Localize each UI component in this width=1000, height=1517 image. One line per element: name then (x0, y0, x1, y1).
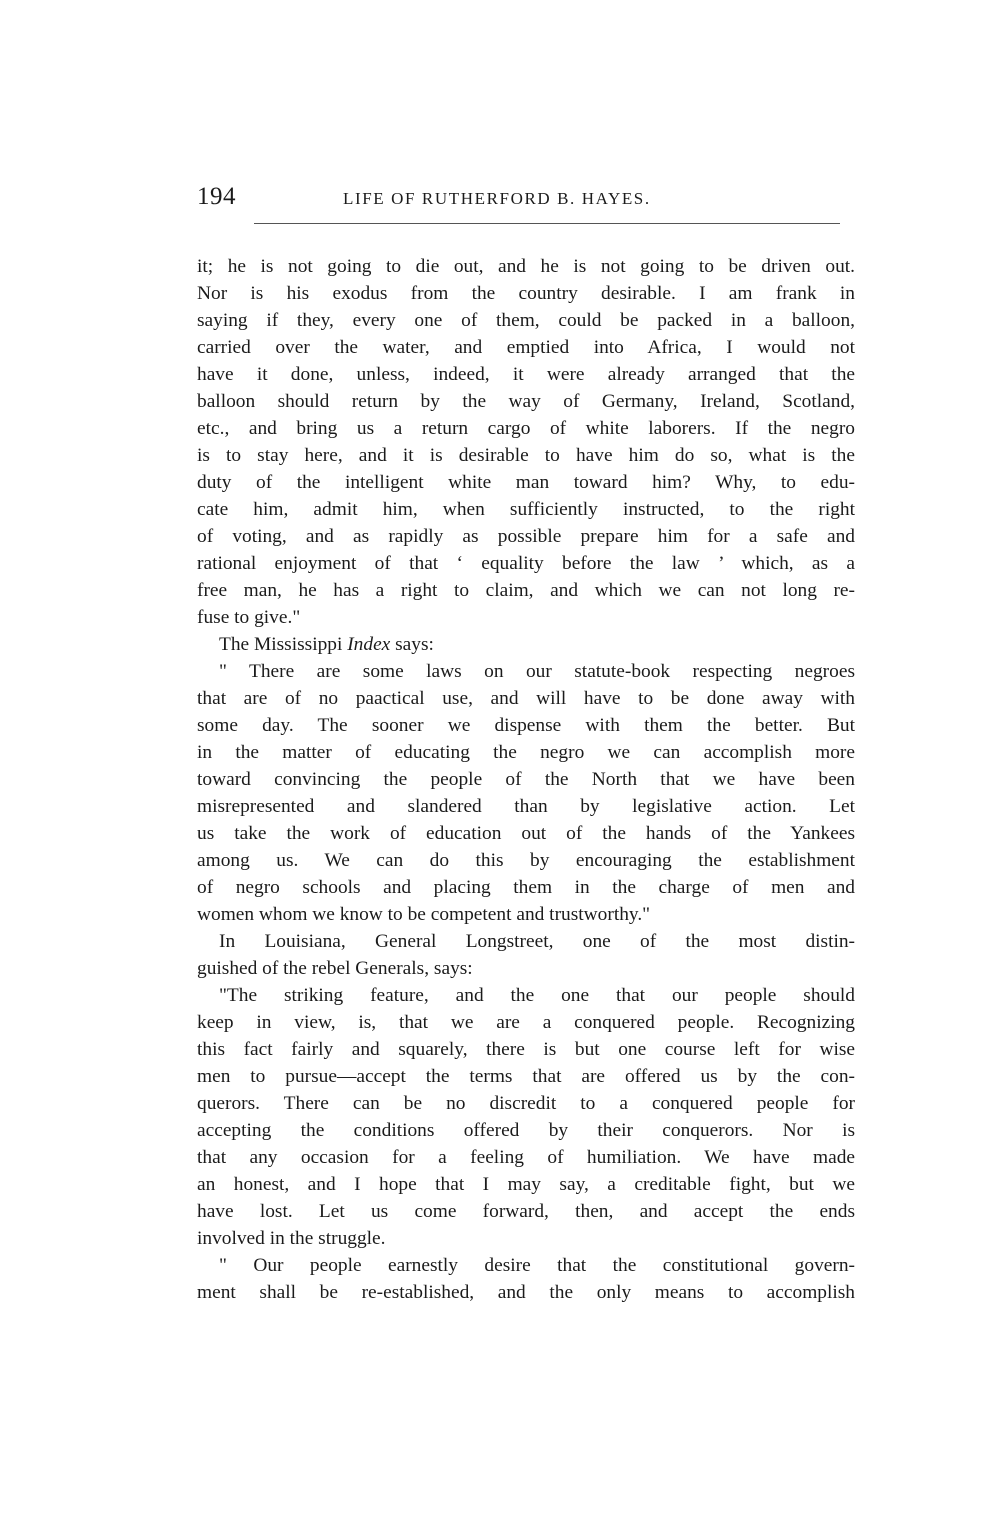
text-line: accepting the conditions offered by their conquerors. Nor is (197, 1120, 855, 1141)
text-line: free man, he has a right to claim, and which we can not long re- (197, 580, 855, 601)
text-line: of negro schools and placing them in the charge of men and (197, 877, 855, 898)
running-head (197, 183, 857, 217)
page-number: 194 (197, 183, 236, 210)
text-line: cate him, admit him, when sufficiently instructed, to the right (197, 499, 855, 520)
text-line: is to stay here, and it is desirable to have him do so, what is the (197, 445, 855, 466)
text-line: women whom we know to be competent and trustworthy." (197, 904, 651, 925)
italic-title: Index (347, 634, 391, 655)
text-line: in the matter of educating the negro we can accomplish more (197, 742, 855, 763)
text-line: Nor is his exodus from the country desirable. I am frank in (197, 283, 855, 304)
text-line: misrepresented and slandered than by legislative action. Let (197, 796, 855, 817)
text-line: that any occasion for a feeling of humiliation. We have made (197, 1147, 855, 1168)
text-line: men to pursue—accept the terms that are offered us by the con- (197, 1066, 855, 1087)
body-text (197, 253, 855, 1306)
text-line: saying if they, every one of them, could be packed in a balloon, (197, 310, 855, 331)
text-line: rational enjoyment of that ‘ equality before the law ’ which, as a (197, 553, 855, 574)
text-line: balloon should return by the way of Germany, Ireland, Scotland, (197, 391, 855, 412)
running-title: LIFE OF RUTHERFORD B. HAYES. (343, 189, 651, 208)
text-line: have it done, unless, indeed, it were already arranged that the (197, 364, 855, 385)
text-line (197, 631, 855, 658)
text-line: querors. There can be no discredit to a conquered people for (197, 1093, 855, 1114)
text-line: fuse to give." (197, 607, 301, 628)
text-line: some day. The sooner we dispense with them the better. But (197, 715, 855, 736)
text-line: have lost. Let us come forward, then, and accept the ends (197, 1201, 855, 1222)
text-line-segment: says: (390, 634, 434, 655)
text-line-segment: The Mississippi (219, 634, 348, 655)
text-line: carried over the water, and emptied into Africa, I would not (197, 337, 855, 358)
text-line: it; he is not going to die out, and he is not going to be driven out. (197, 256, 855, 277)
text-line: among us. We can do this by encouraging the establishment (197, 850, 855, 871)
text-line: In Louisiana, General Longstreet, one of the most distin- (219, 931, 855, 952)
text-line: duty of the intelligent white man toward him? Why, to edu- (197, 472, 855, 493)
text-line: ment shall be re-established, and the only means to accomplish (197, 1282, 855, 1303)
text-line: involved in the struggle. (197, 1228, 386, 1249)
text-line: keep in view, is, that we are a conquered people. Recognizing (197, 1012, 855, 1033)
text-line: guished of the rebel Generals, says: (197, 958, 473, 979)
text-line: of voting, and as rapidly as possible prepare him for a safe and (197, 526, 855, 547)
text-line: " There are some laws on our statute-book respecting negroes (219, 661, 855, 682)
header-rule (254, 223, 840, 224)
text-line: an honest, and I hope that I may say, a creditable fight, but we (197, 1174, 855, 1195)
text-line: etc., and bring us a return cargo of white laborers. If the negro (197, 418, 855, 439)
text-line: this fact fairly and squarely, there is but one course left for wise (197, 1039, 855, 1060)
text-line: "The striking feature, and the one that our people should (219, 985, 855, 1006)
text-line: toward convincing the people of the North that we have been (197, 769, 855, 790)
text-line: us take the work of education out of the hands of the Yankees (197, 823, 855, 844)
text-line: that are of no paactical use, and will have to be done away with (197, 688, 855, 709)
text-line: " Our people earnestly desire that the constitutional govern- (219, 1255, 855, 1276)
